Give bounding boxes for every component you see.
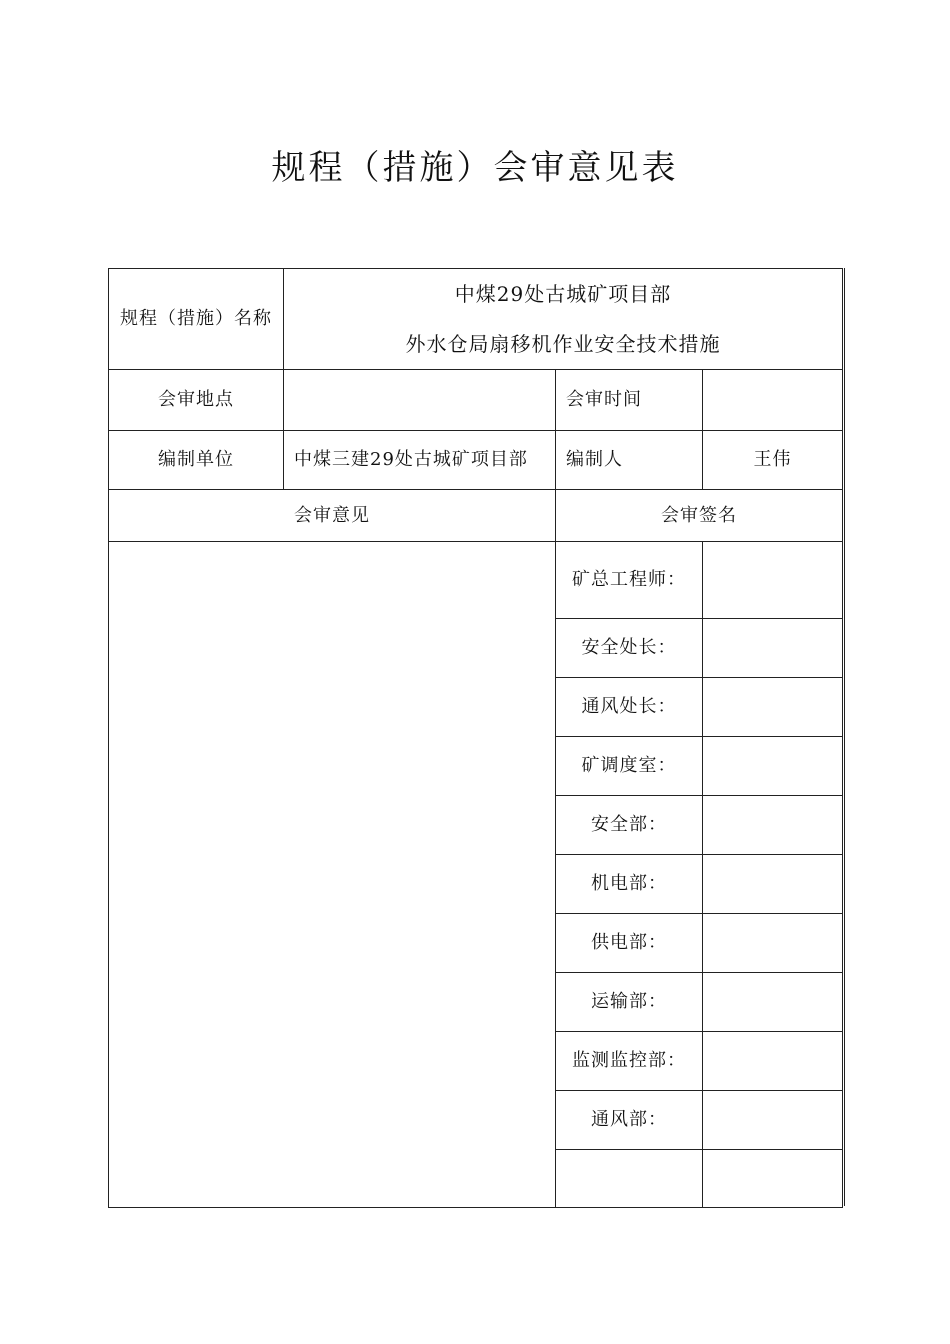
signature-field[interactable]	[703, 542, 843, 619]
time-value[interactable]	[703, 370, 843, 431]
signature-field[interactable]	[703, 1032, 843, 1091]
signature-field[interactable]	[703, 855, 843, 914]
signature-field[interactable]	[703, 914, 843, 973]
signatory-label: 机电部：	[556, 855, 703, 914]
table-outer-border	[844, 268, 845, 1206]
signatory-label: 矿总工程师：	[556, 542, 703, 619]
author-value[interactable]: 王伟	[703, 431, 843, 490]
location-time-row	[109, 370, 843, 431]
name-line-1: 中煤29处古城矿项目部	[454, 282, 672, 306]
unit-value[interactable]: 中煤三建29处古城矿项目部	[284, 431, 556, 490]
location-value[interactable]	[284, 370, 556, 431]
opinion-area[interactable]	[109, 542, 556, 1208]
signatory-label: 监测监控部：	[556, 1032, 703, 1091]
time-label: 会审时间	[556, 370, 703, 431]
signatory-label: 通风部：	[556, 1091, 703, 1150]
name-line-2: 外水仓局扇移机作业安全技术措施	[405, 332, 721, 356]
signatory-row	[109, 542, 843, 619]
signatory-label: 供电部：	[556, 914, 703, 973]
name-label: 规程（措施）名称	[109, 269, 284, 370]
signature-field[interactable]	[703, 796, 843, 855]
unit-label: 编制单位	[109, 431, 284, 490]
signatory-label	[556, 1150, 703, 1208]
signatory-label: 运输部：	[556, 973, 703, 1032]
signatory-label: 通风处长：	[556, 678, 703, 737]
author-label: 编制人	[556, 431, 703, 490]
signatory-label: 安全部：	[556, 796, 703, 855]
signatory-label: 安全处长：	[556, 619, 703, 678]
unit-author-row	[109, 431, 843, 490]
page-title: 规程（措施）会审意见表	[271, 148, 679, 188]
review-form-table	[108, 268, 843, 1208]
name-value[interactable]	[284, 269, 843, 370]
signature-field[interactable]	[703, 973, 843, 1032]
signature-header: 会审签名	[556, 490, 843, 542]
signatory-label: 矿调度室：	[556, 737, 703, 796]
signature-field[interactable]	[703, 1150, 843, 1208]
location-label: 会审地点	[109, 370, 284, 431]
signature-field[interactable]	[703, 678, 843, 737]
signature-field[interactable]	[703, 1091, 843, 1150]
name-row	[109, 269, 843, 370]
header-row	[109, 490, 843, 542]
opinion-header: 会审意见	[109, 490, 556, 542]
signature-field[interactable]	[703, 737, 843, 796]
signature-field[interactable]	[703, 619, 843, 678]
